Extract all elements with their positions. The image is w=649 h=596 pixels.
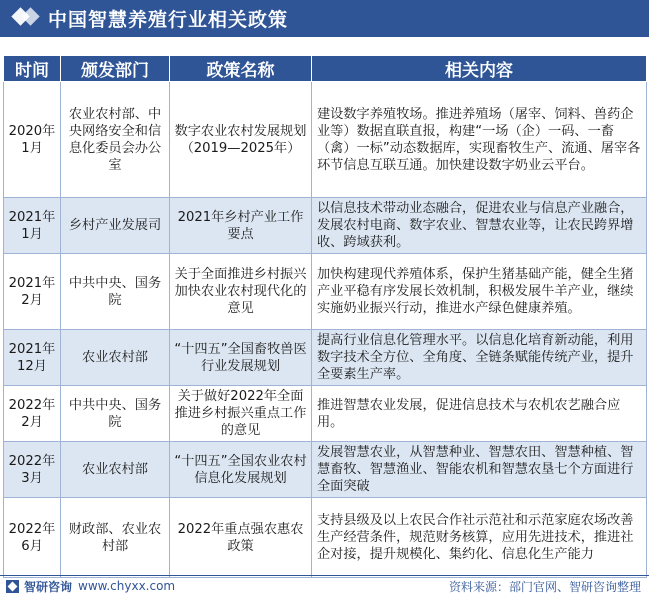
cell-policy: 2022年重点强农惠农政策	[170, 498, 312, 578]
header-dept: 颁发部门	[61, 56, 170, 82]
table-row	[4, 330, 647, 386]
cell-content: 建设数字养殖牧场。推进养殖场（屠宰、饲料、兽药企业等）数据直联直报，构建“一场（企）一码、一畜（禽）一标”动态数据库，实现畜牧生产、流通、屠宰各环节信息互联互通。加快建设数字奶业云平台。	[312, 82, 647, 198]
cell-time: 2021年12月	[4, 330, 61, 386]
source-note: 资料来源：部门官网、智研咨询整理	[448, 579, 641, 594]
cell-dept: 中共中央、国务院	[61, 254, 170, 330]
policy-table	[3, 55, 647, 578]
cell-time: 2022年2月	[4, 386, 61, 442]
table-row	[4, 498, 647, 578]
cell-time: 2021年2月	[4, 254, 61, 330]
table-row	[4, 82, 647, 198]
cell-policy: “十四五”全国畜牧兽医行业发展规划	[170, 330, 312, 386]
cell-dept: 农业农村部	[61, 330, 170, 386]
cell-policy: 关于做好2022年全面推进乡村振兴重点工作的意见	[170, 386, 312, 442]
header-content: 相关内容	[312, 56, 647, 82]
diamond-icon	[0, 0, 48, 37]
cell-time: 2020年1月	[4, 82, 61, 198]
cell-policy: 关于全面推进乡村振兴加快农业农村现代化的意见	[170, 254, 312, 330]
cell-dept: 乡村产业发展司	[61, 198, 170, 254]
header-time: 时间	[4, 56, 61, 82]
table-row	[4, 386, 647, 442]
cell-dept: 财政部、农业农村部	[61, 498, 170, 578]
cell-content: 推进智慧农业发展，促进信息技术与农机农艺融合应用。	[312, 386, 647, 442]
site-link[interactable]: www.chyxx.com	[78, 579, 176, 593]
cell-content: 发展智慧农业，从智慧种业、智慧农田、智慧种植、智慧畜牧、智慧渔业、智能农机和智慧农垦七个方面进行全面突破	[312, 442, 647, 498]
cell-policy: 数字农业农村发展规划（2019—2025年）	[170, 82, 312, 198]
table-header-row	[4, 56, 647, 82]
footer	[0, 575, 649, 596]
cell-dept: 中共中央、国务院	[61, 386, 170, 442]
brand-logo-icon	[6, 580, 19, 593]
cell-time: 2022年3月	[4, 442, 61, 498]
table-row	[4, 254, 647, 330]
cell-content: 以信息技术带动业态融合，促进农业与信息产业融合，发展农村电商、数字农业、智慧农业等，让农民跨界增收、跨域获利。	[312, 198, 647, 254]
cell-time: 2021年1月	[4, 198, 61, 254]
cell-policy: 2021年乡村产业工作要点	[170, 198, 312, 254]
table-row	[4, 198, 647, 254]
cell-content: 提高行业信息化管理水平。以信息化培育新动能，利用数字技术全方位、全角度、全链条赋能传统产业，提升全要素生产率。	[312, 330, 647, 386]
cell-content: 加快构建现代养殖体系，保护生猪基础产能，健全生猪产业平稳有序发展长效机制，积极发展牛羊产业，继续实施奶业振兴行动，推进水产绿色健康养殖。	[312, 254, 647, 330]
cell-content: 支持县级及以上农民合作社示范社和示范家庭农场改善生产经营条件，规范财务核算，应用先进技术，推进社企对接，提升规模化、集约化、信息化生产能力	[312, 498, 647, 578]
brand-name: 智研咨询	[24, 579, 73, 594]
cell-dept: 农业农村部、中央网络安全和信息化委员会办公室	[61, 82, 170, 198]
cell-dept: 农业农村部	[61, 442, 170, 498]
cell-time: 2022年6月	[4, 498, 61, 578]
cell-policy: “十四五”全国农业农村信息化发展规划	[170, 442, 312, 498]
page-title: 中国智慧养殖行业相关政策	[48, 9, 289, 31]
title-bar	[0, 0, 649, 37]
table-row	[4, 442, 647, 498]
header-policy: 政策名称	[170, 56, 312, 82]
